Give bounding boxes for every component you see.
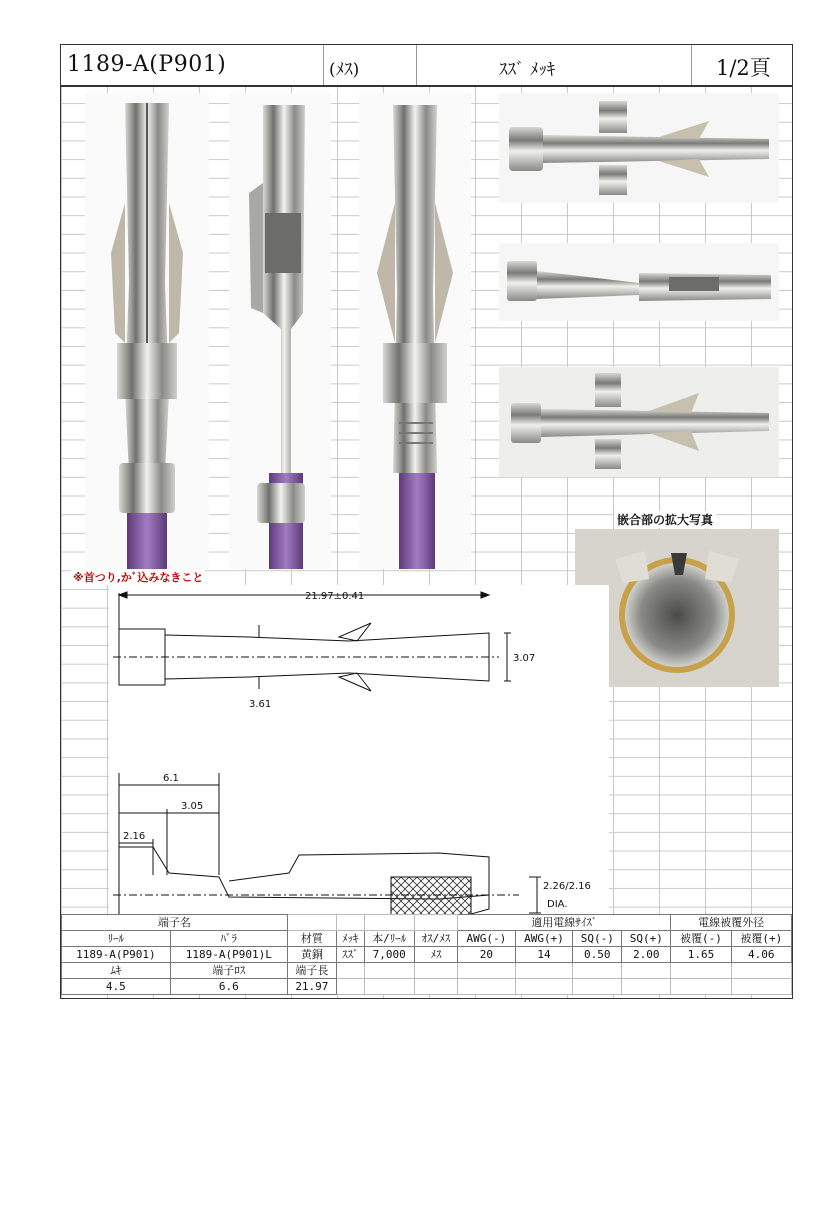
dim-overall-length: 21.97±0.41: [305, 591, 365, 602]
spec-table: [61, 914, 792, 995]
header-insulation-min: 被覆(-): [671, 931, 731, 947]
dim-width: 3.07: [513, 653, 536, 664]
photo-horizontal-middle: [499, 243, 779, 321]
dim-diameter-unit: DIA.: [547, 899, 568, 910]
header-loose: ﾊﾞﾗ: [170, 931, 287, 947]
value-insulation-max: 4.06: [731, 947, 791, 963]
value-gender: ﾒｽ: [414, 947, 457, 963]
header-awg-max: AWG(+): [515, 931, 573, 947]
header-bar: [61, 45, 792, 87]
photo-top-view: [359, 93, 471, 569]
zoom-photo-title: 嵌合部の拡大写真: [614, 511, 716, 528]
spec-sheet: [60, 44, 793, 999]
header-terminal-loss: 端子ﾛｽ: [170, 963, 287, 979]
terminal-type: (ﾒｽ): [329, 60, 360, 80]
part-number: 1189-A(P901): [67, 52, 227, 77]
dim-c: 2.16: [123, 831, 146, 842]
photo-horizontal-top: [499, 93, 779, 203]
technical-drawing: [109, 585, 609, 915]
warning-note: ※首つり,かﾞ込みなきこと: [73, 571, 204, 584]
group-terminal-name: 端子名: [62, 915, 288, 931]
value-reel: 1189-A(P901): [62, 947, 171, 963]
header-sq-min: SQ(-): [573, 931, 622, 947]
plating-label: ｽｽﾞ ﾒｯｷ: [499, 60, 556, 80]
photo-front-view: [85, 93, 209, 569]
header-plating: ﾒｯｷ: [336, 931, 364, 947]
dim-contact-width: 3.61: [249, 699, 272, 710]
header-terminal-length: 端子長: [287, 963, 336, 979]
value-loose: 1189-A(P901)L: [170, 947, 287, 963]
group-insulation: 電線被覆外径: [671, 915, 792, 931]
photo-side-view: [229, 93, 331, 569]
header-insulation-max: 被覆(+): [731, 931, 791, 947]
dim-a: 6.1: [163, 773, 179, 784]
dim-b: 3.05: [181, 801, 204, 812]
value-sq-min: 0.50: [573, 947, 622, 963]
header-sq-max: SQ(+): [622, 931, 671, 947]
value-awg-min: 20: [458, 947, 516, 963]
value-terminal-length: 21.97: [287, 979, 336, 995]
value-material: 黄銅: [287, 947, 336, 963]
page-number: 1/2頁: [716, 56, 771, 80]
header-per-reel: 本/ﾘｰﾙ: [364, 931, 414, 947]
header-awg-min: AWG(-): [458, 931, 516, 947]
group-wire-size: 適用電線ｻｲｽﾞ: [458, 915, 671, 931]
header-reel: ﾘｰﾙ: [62, 931, 171, 947]
photo-horizontal-bottom: [499, 367, 779, 477]
value-terminal-loss: 6.6: [170, 979, 287, 995]
value-strip: 4.5: [62, 979, 171, 995]
value-sq-max: 2.00: [622, 947, 671, 963]
value-insulation-min: 1.65: [671, 947, 731, 963]
header-material: 材質: [287, 931, 336, 947]
header-strip: ﾑｷ: [62, 963, 171, 979]
value-per-reel: 7,000: [364, 947, 414, 963]
header-gender: ｵｽ/ﾒｽ: [414, 931, 457, 947]
dim-diameter: 2.26/2.16: [543, 881, 591, 892]
value-plating: ｽｽﾞ: [336, 947, 364, 963]
value-awg-max: 14: [515, 947, 573, 963]
